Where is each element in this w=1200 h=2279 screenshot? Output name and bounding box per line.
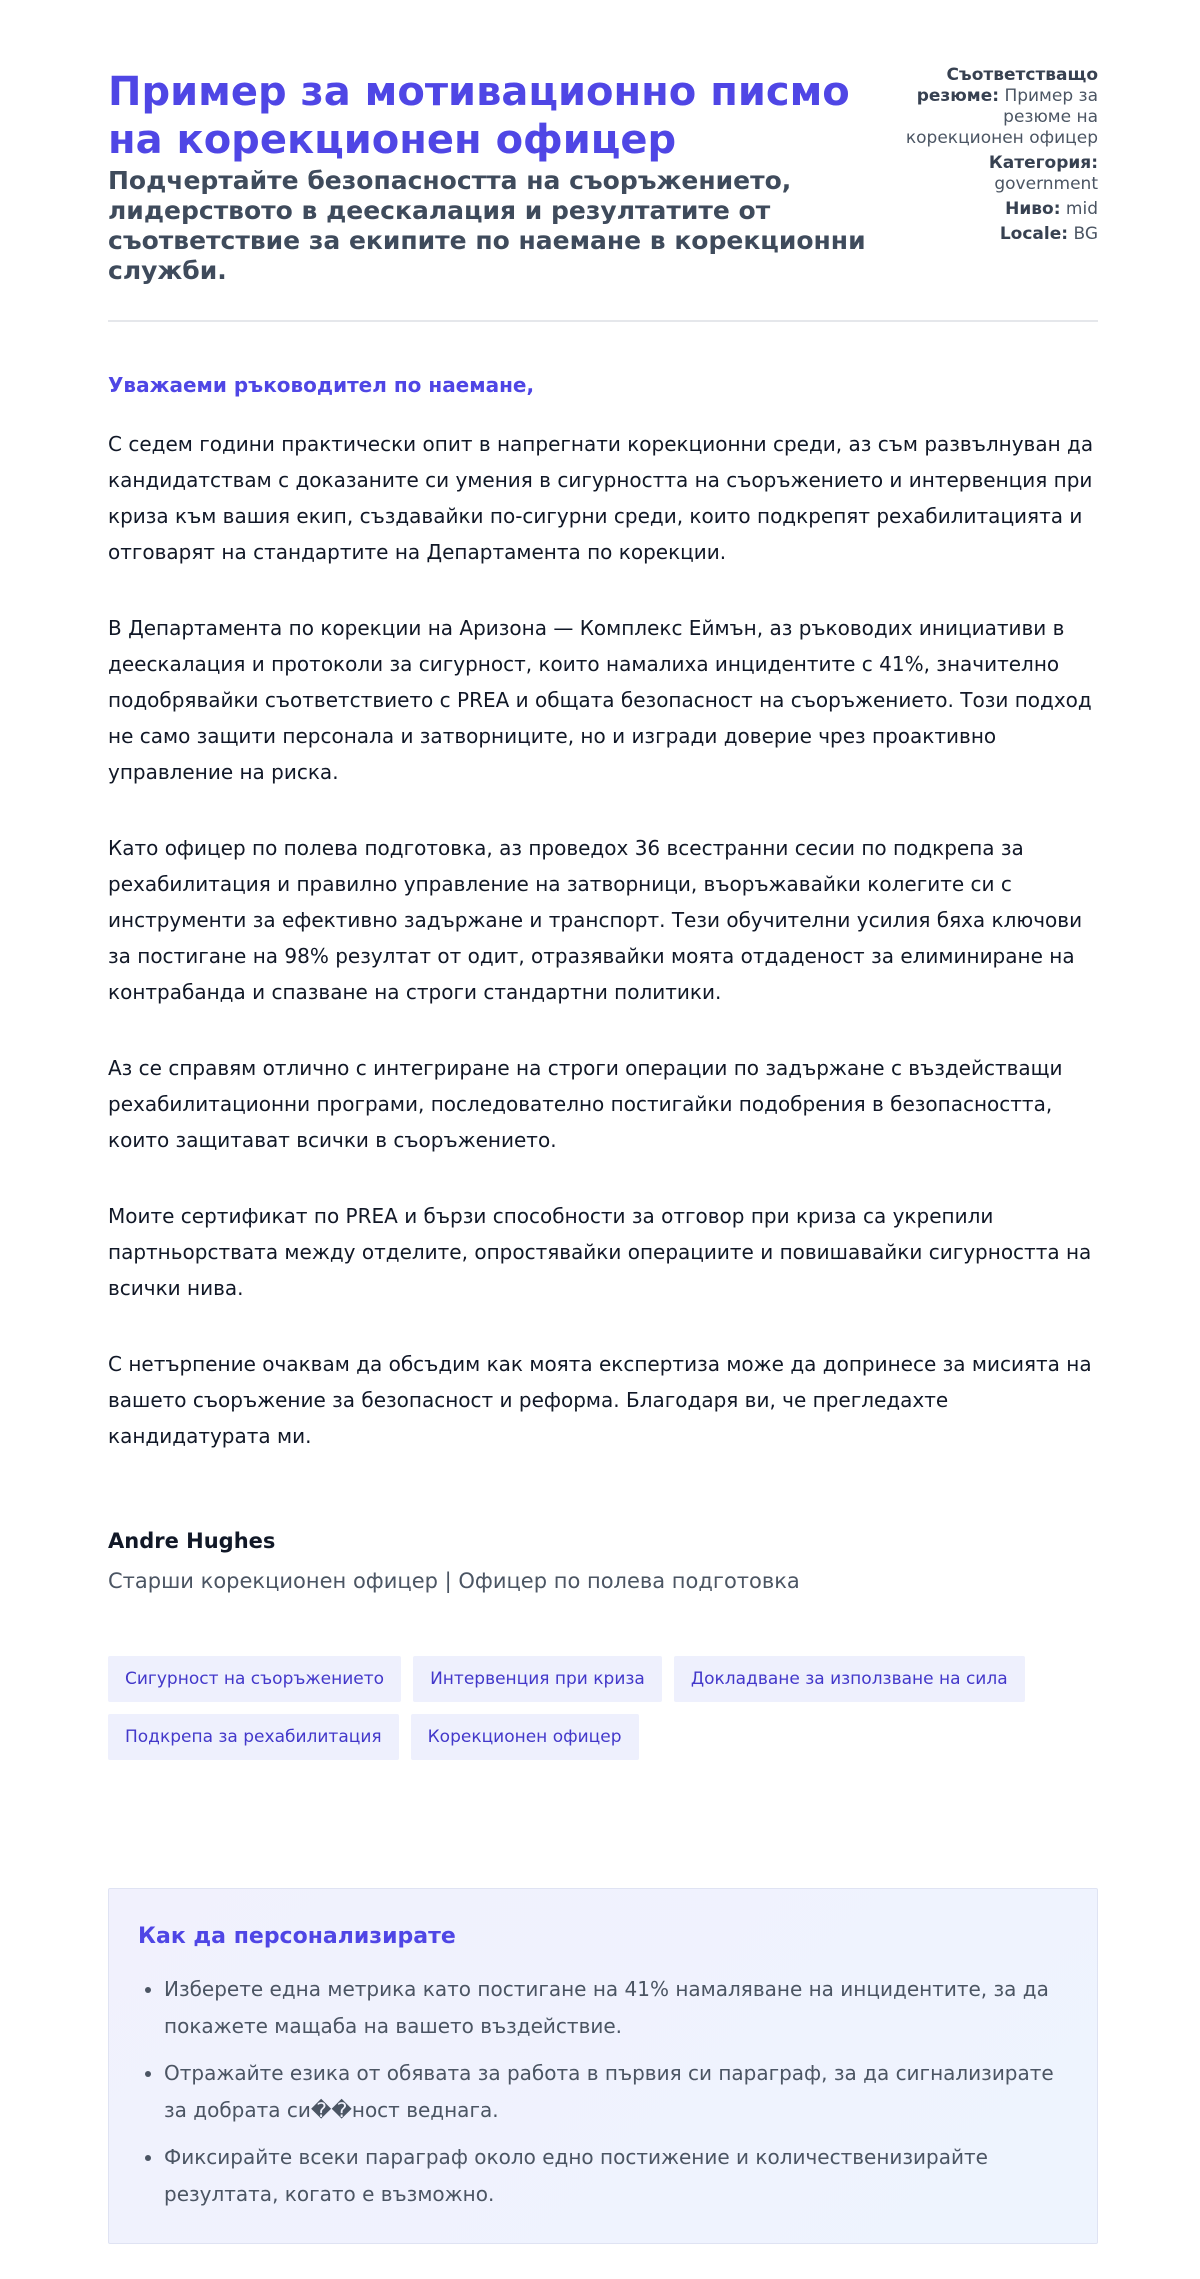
skill-tag[interactable]: Корекционен офицер [411,1714,639,1760]
meta-category-label: Категория: [988,153,1098,173]
meta-level-value: mid [1065,199,1098,219]
letter-paragraph: С нетърпение очаквам да обсъдим как моята експертиза може да допринесе за мисията на вашето съоръжение за безопасност и реформа. Благодаря ви, че прегледахте кандидатурата ми. [108,1352,1092,1448]
meta-category-value: government [994,174,1098,194]
letter-paragraph: В Департамента по корекции на Аризона — Комплекс Еймън, аз ръководих инициативи в деескалация и протоколи за сигурност, които намалиха инцидентите с 41%, значително подобрявайки съответствието с PREA и общата безопасност на съоръжението. Този подход не само защити персонала и затворниците, но и изгради доверие чрез проактивно управление на риска. [108,616,1092,784]
letter-paragraph: Аз се справям отлично с интегриране на строги операции по задържане с въздействащи рехабилитационни програми, последователно постигайки подобрения в безопасността, които защитават всички в съоръжението. [108,1056,1063,1152]
meta-resume [898,65,1098,149]
skill-tag[interactable]: Докладване за използване на сила [674,1656,1025,1702]
meta-locale-label: Locale: [999,224,1069,244]
letter-paragraph: С седем години практически опит в напрегнати корекционни среди, аз съм развълнуван да кандидатствам с доказаните си умения в сигурността на съоръжението и интервенция при криза към вашия екип, създавайки по-сигурни среди, които подкрепят рехабилитацията и отговарят на стандартите на Департамента по корекции. [108,432,1094,564]
tips-list-item: • Фиксирайте всеки параграф около едно постижение и количественизирайте резултата, когато е възможно. [164,2139,1068,2213]
tips-list-item: • Изберете една метрика като постигане на 41% намаляване на инцидентите, за да покажете мащаба на вашето въздействие. [164,1971,1068,2045]
letter-greeting: Уважаеми ръководител по наемане, [108,373,535,397]
meta-panel [898,65,1098,249]
skill-tag[interactable]: Интервенция при криза [413,1656,662,1702]
tips-list-item: • Отражайте езика от обявата за работа в първия си параграф, за да сигнализирате за добрата си��ност веднага. [164,2055,1068,2129]
signature-title: Старши корекционен офицер | Офицер по полева подготовка [108,1569,800,1593]
letter-paragraph: Като офицер по полева подготовка, аз проведох 36 всестранни сесии по подкрепа за рехабилитация и правилно управление на затворници, въоръжавайки колегите си с инструменти за ефективно задържане и транспорт. Тези обучителни усилия бяха ключови за постигане на 98% резултат от одит, отразявайки моята отдаденост за елиминиране на контрабанда и спазване на строги стандартни политики. [108,836,1083,1004]
skill-tag[interactable]: Подкрепа за рехабилитация [108,1714,399,1760]
letter-body [108,426,1098,1454]
tips-list [138,1971,1068,2213]
page-subtitle: Подчертайте безопасността на съоръжението, лидерството в деескалация и резултатите от съответствие за екипите по наемане в корекционни служби. [108,166,866,285]
skill-tag[interactable]: Сигурност на съоръжението [108,1656,401,1702]
customization-tips-box [108,1888,1098,2244]
meta-resume-label: Съответстващо резюме: [916,65,1098,106]
meta-category [898,153,1098,195]
cover-letter-page [108,60,1098,2244]
header-left [108,60,868,286]
meta-locale-value: BG [1073,224,1098,244]
tips-title: Как да персонализирате [138,1924,456,1949]
meta-resume-value[interactable]: Пример за резюме на корекционен офицер [905,86,1098,148]
letter-paragraph: Моите сертификат по PREA и бързи способности за отговор при криза са укрепили партньорствата между отделите, опростявайки операциите и повишавайки сигурността на всички нива. [108,1204,1092,1300]
signature-name: Andre Hughes [108,1529,276,1553]
page-title: Пример за мотивационно писмо на корекционен офицер [108,69,850,163]
meta-level [898,199,1098,220]
header-divider [108,320,1098,322]
page-header [108,60,1098,286]
skill-tags [108,1656,1048,1772]
meta-locale [898,224,1098,245]
meta-level-label: Ниво: [1005,199,1061,219]
